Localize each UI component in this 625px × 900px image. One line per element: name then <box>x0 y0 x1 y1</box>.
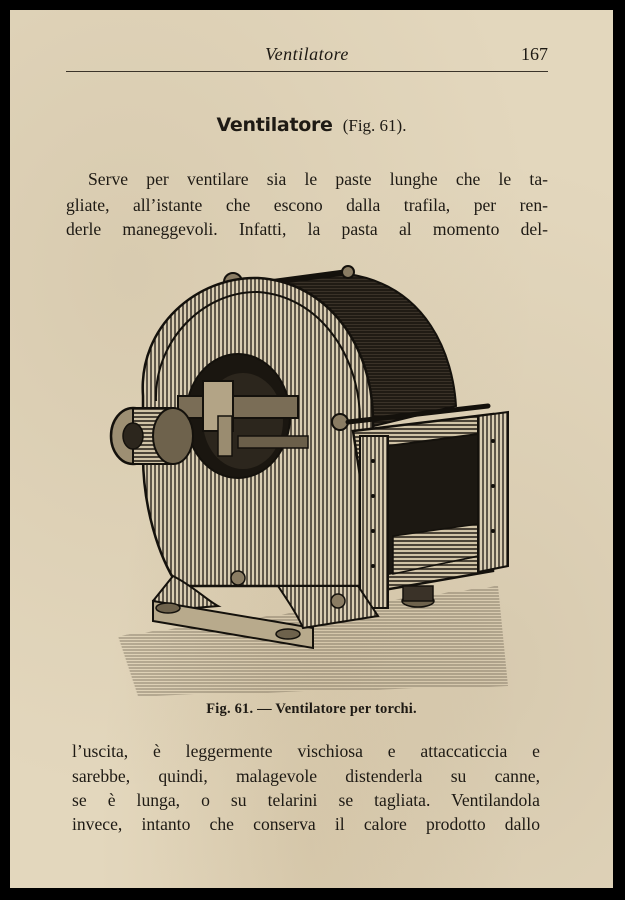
running-head-title: Ventilatore <box>265 44 349 64</box>
text-line: sarebbe, quindi, malagevole distenderla su canne, <box>72 766 540 786</box>
text-line: invece, intanto che conserva il calore prodotto dallo <box>72 814 540 834</box>
fan-illustration <box>98 256 518 696</box>
section-title: Ventilatore <box>216 114 333 136</box>
figure-reference: (Fig. 61). <box>342 116 407 135</box>
figure-caption: Fig. 61. — Ventilatore per torchi. <box>206 701 417 717</box>
text-line: se è lunga, o su telarini se tagliata. Ventilandola <box>72 790 540 810</box>
text-line: gliate, all’istante che escono dalla trafila, per ren- <box>66 195 548 215</box>
book-page <box>10 10 613 888</box>
running-head <box>66 42 548 72</box>
text-line: l’uscita, è leggermente vischiosa e attaccaticcia e <box>72 741 540 761</box>
section-heading <box>10 114 613 136</box>
page-number: 167 <box>521 44 548 64</box>
text-line: derle maneggevoli. Infatti, la pasta al momento del- <box>66 219 548 239</box>
text-line: Serve per ventilare sia le paste lunghe che le ta- <box>88 169 548 189</box>
header-rule <box>66 71 548 72</box>
